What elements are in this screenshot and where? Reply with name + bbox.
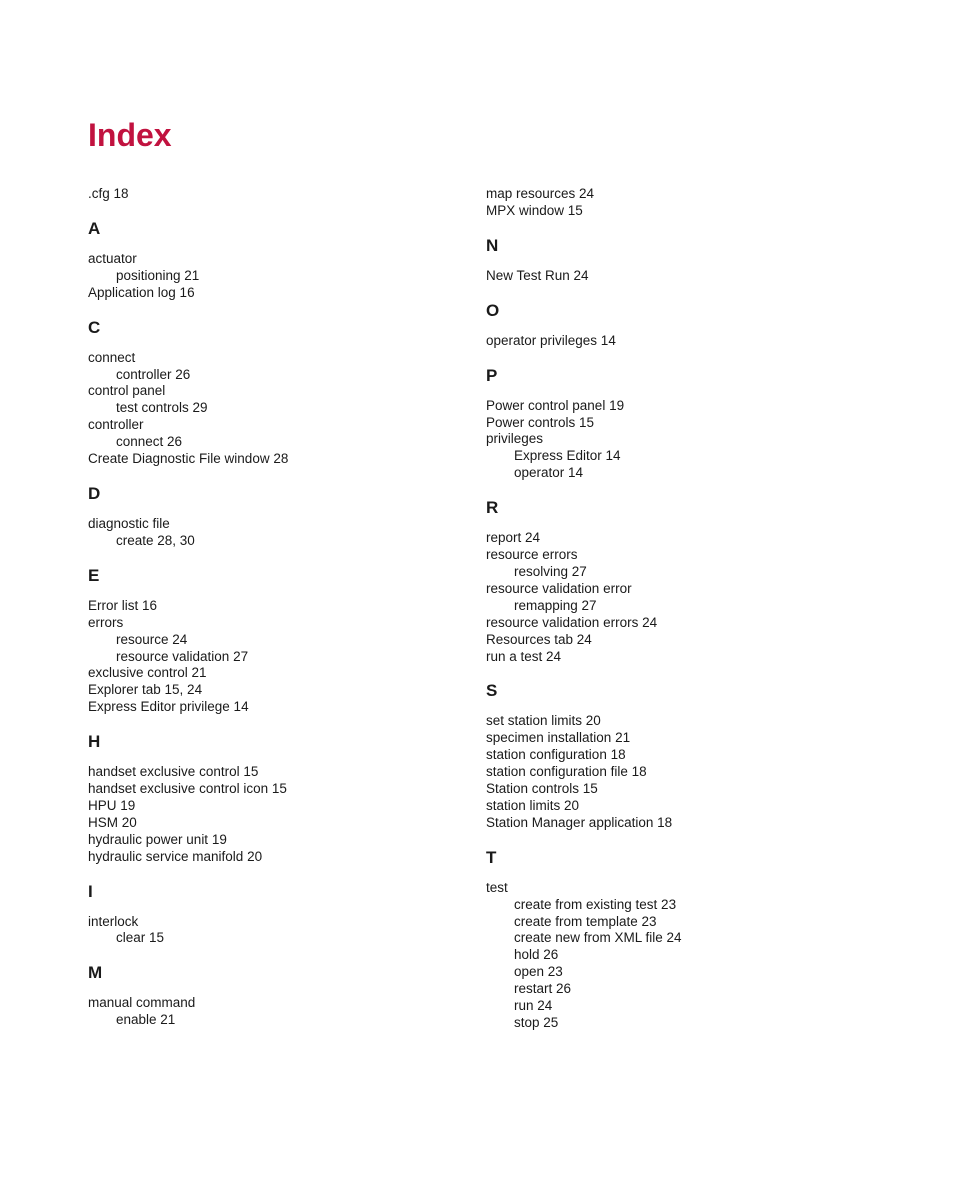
index-subentry: resource validation 27 <box>116 648 249 664</box>
index-entry: .cfg 18 <box>88 186 129 201</box>
index-column-right <box>486 186 886 1032</box>
index-entry: controller <box>88 417 144 433</box>
index-letter-heading: C <box>88 317 101 337</box>
index-letter-heading: M <box>88 963 103 983</box>
index-entry: actuator <box>88 250 137 266</box>
index-entry: Resources tab 24 <box>486 631 592 647</box>
index-entry: test <box>486 879 508 895</box>
index-letter-heading: I <box>88 881 93 901</box>
index-subentry: remapping 27 <box>514 597 597 613</box>
index-entry: Express Editor privilege 14 <box>88 699 249 715</box>
index-entry: report 24 <box>486 530 541 546</box>
index-subentry: open 23 <box>514 964 563 980</box>
index-subentry: hold 26 <box>514 947 559 963</box>
index-letter-heading: R <box>486 498 499 518</box>
index-subentry: controller 26 <box>116 366 191 382</box>
index-subentry: create from existing test 23 <box>514 896 677 912</box>
index-entry: handset exclusive control 15 <box>88 764 259 780</box>
index-subentry: restart 26 <box>514 981 572 997</box>
index-subentry: operator 14 <box>514 465 584 481</box>
index-letter-heading: P <box>486 365 498 385</box>
index-entry: exclusive control 21 <box>88 665 207 681</box>
index-subentry: clear 15 <box>116 930 165 946</box>
index-subentry: connect 26 <box>116 434 183 450</box>
index-subentry: create new from XML file 24 <box>514 930 682 946</box>
index-entry: Error list 16 <box>88 597 158 613</box>
index-subentry: test controls 29 <box>116 400 208 416</box>
index-entry: set station limits 20 <box>486 713 601 729</box>
index-entry: station limits 20 <box>486 797 580 813</box>
index-entry: operator privileges 14 <box>486 332 616 348</box>
index-entry: resource validation error <box>486 580 632 596</box>
index-entry: Station Manager application 18 <box>486 814 673 830</box>
index-letter-heading: D <box>88 483 101 503</box>
index-entry: map resources 24 <box>486 186 595 201</box>
index-entry: Station controls 15 <box>486 781 598 797</box>
index-subentry: positioning 21 <box>116 267 200 283</box>
index-subentry: create from template 23 <box>514 913 657 929</box>
index-entry: New Test Run 24 <box>486 267 589 283</box>
index-entry: privileges <box>486 431 544 447</box>
index-entry: Power control panel 19 <box>486 397 625 413</box>
index-subentry: Express Editor 14 <box>514 448 621 464</box>
index-entry: diagnostic file <box>88 515 170 531</box>
index-entry: interlock <box>88 913 139 929</box>
index-entry: hydraulic power unit 19 <box>88 831 227 847</box>
index-entry: MPX window 15 <box>486 202 583 218</box>
index-entry: HSM 20 <box>88 814 137 830</box>
index-entry: control panel <box>88 383 166 399</box>
index-column-left <box>88 186 458 1029</box>
index-letter-heading: E <box>88 565 100 585</box>
index-entry: station configuration 18 <box>486 747 626 763</box>
index-subentry: enable 21 <box>116 1012 176 1028</box>
index-letter-heading: T <box>486 847 497 867</box>
index-entry: HPU 19 <box>88 797 136 813</box>
index-letter-heading: H <box>88 732 101 752</box>
index-entry: Create Diagnostic File window 28 <box>88 451 289 467</box>
index-entry: manual command <box>88 995 196 1011</box>
index-subentry: run 24 <box>514 998 553 1014</box>
index-entry: connect <box>88 349 136 365</box>
index-entry: hydraulic service manifold 20 <box>88 848 263 864</box>
index-entry: resource errors <box>486 547 578 563</box>
index-entry: Power controls 15 <box>486 414 595 430</box>
index-letter-heading: N <box>486 235 499 255</box>
index-subentry: stop 25 <box>514 1015 559 1030</box>
index-subentry: resource 24 <box>116 631 188 647</box>
index-letter-heading: A <box>88 218 101 238</box>
index-subentry: resolving 27 <box>514 563 587 579</box>
index-entry: handset exclusive control icon 15 <box>88 781 287 797</box>
index-subentry: create 28, 30 <box>116 532 195 548</box>
index-entry: specimen installation 21 <box>486 730 631 746</box>
index-letter-heading: O <box>486 300 500 320</box>
index-entry: run a test 24 <box>486 648 562 664</box>
index-entry: resource validation errors 24 <box>486 614 658 630</box>
page-title: Index <box>88 117 172 153</box>
index-letter-heading: S <box>486 681 498 701</box>
index-entry: station configuration file 18 <box>486 764 647 780</box>
index-entry: Explorer tab 15, 24 <box>88 682 203 698</box>
index-entry: Application log 16 <box>88 284 195 300</box>
index-entry: errors <box>88 614 124 630</box>
